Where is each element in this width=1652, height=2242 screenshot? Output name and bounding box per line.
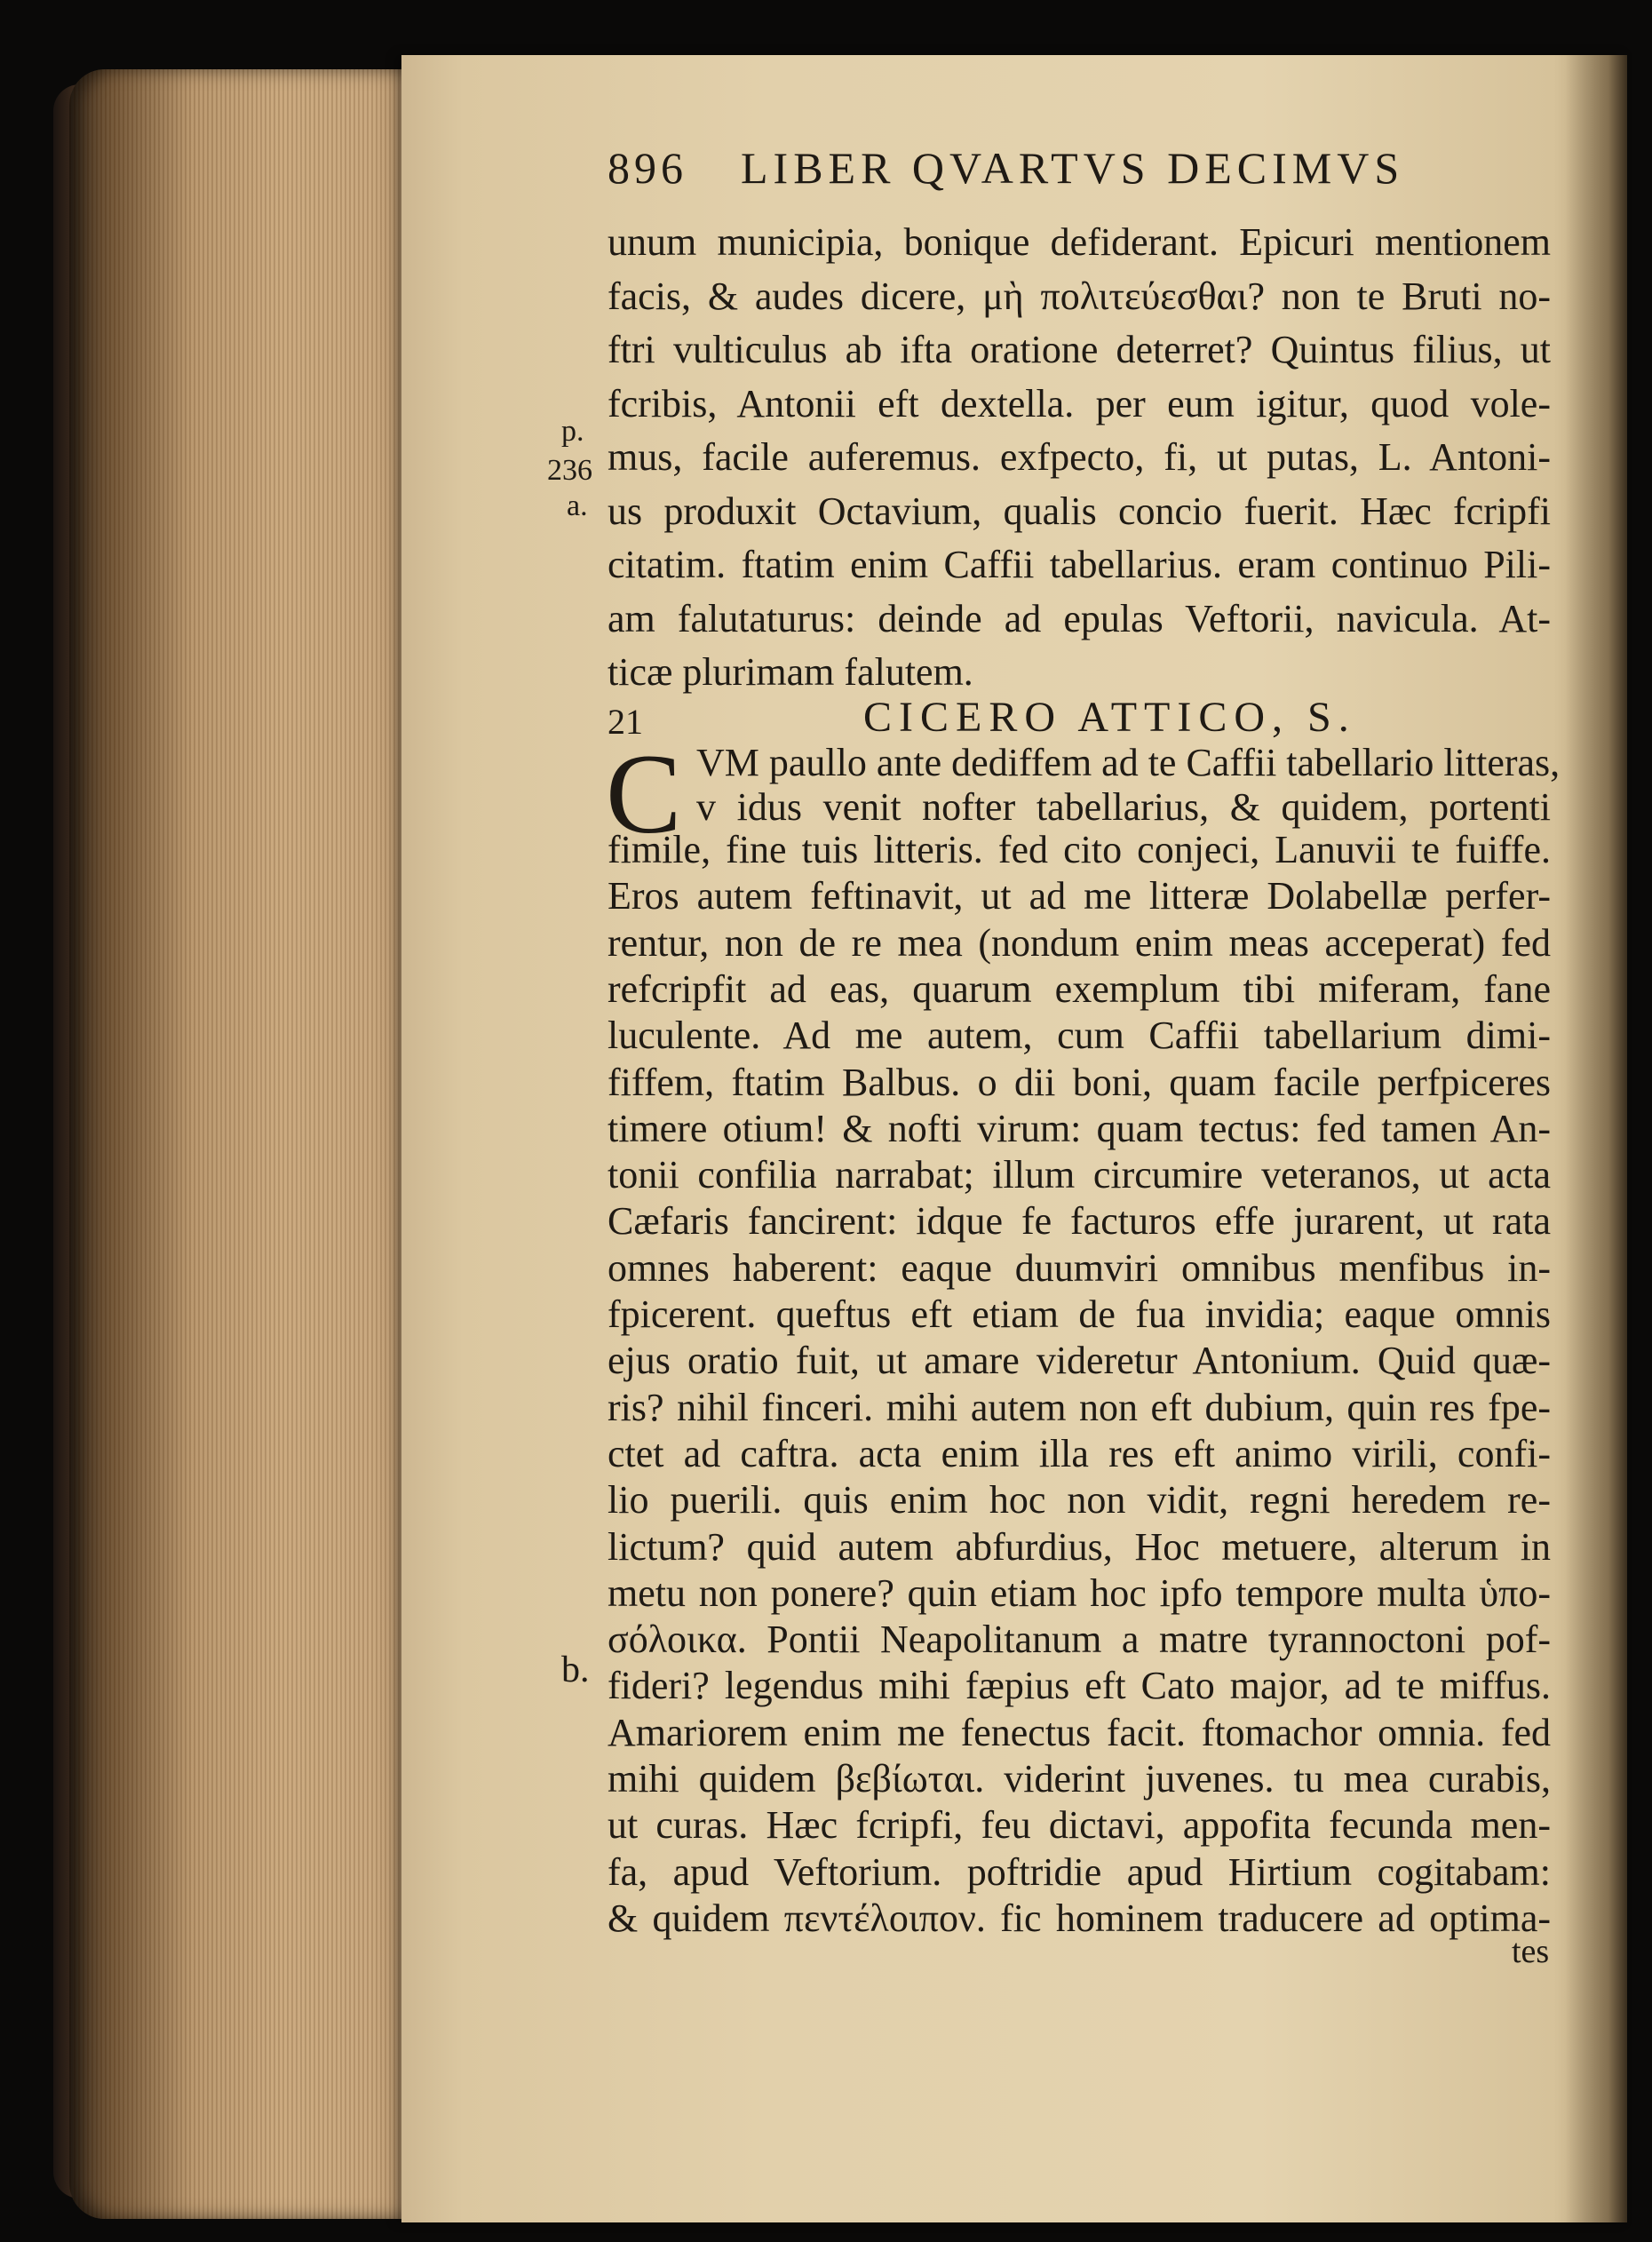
text-line: luculente. Ad me autem, cum Caffii tabellarium dimi-	[608, 1014, 1551, 1058]
text-line: omnes haberent: eaque duumviri omnibus menfibus in-	[608, 1245, 1551, 1290]
text-line: unum municipia, bonique defiderant. Epicuri mentionem	[608, 220, 1551, 264]
margin-note-a: a.	[567, 489, 588, 522]
text-line: mus, facile auferemus. exfpecto, fi, ut putas, L. Antoni-	[608, 435, 1551, 479]
text-line: am falutaturus: deinde ad epulas Veftorii, navicula. At-	[608, 596, 1551, 640]
text-line: lio puerili. quis enim hoc non vidit, regni heredem re-	[608, 1478, 1551, 1522]
text-line: v idus venit nofter tabellarius, & quidem, portenti	[696, 785, 1551, 829]
text-line: tonii confilia narrabat; illum circumire veteranos, ut acta	[608, 1153, 1551, 1197]
text-line: fiffem, ftatim Balbus. o dii boni, quam facile perfpiceres	[608, 1060, 1551, 1104]
text-line: refcripfit ad eas, quarum exemplum tibi miferam, fane	[608, 966, 1551, 1011]
text-line: Eros autem feftinavit, ut ad me litteræ Dolabellæ perfer-	[608, 874, 1551, 918]
text-line: ftri vulticulus ab ifta oratione deterret? Quintus filius, ut	[608, 328, 1551, 371]
text-line: ut curas. Hæc fcripfi, feu dictavi, appofita fecunda men-	[608, 1803, 1551, 1848]
letter-heading: CICERO ATTICO, S.	[863, 694, 1356, 741]
drop-cap: C	[606, 731, 682, 857]
text-line: fpicerent. queftus eft etiam de fua invidia; eaque omnis	[608, 1292, 1551, 1336]
text-line: Amariorem enim me fenectus facit. ftomachor omnia. fed	[608, 1710, 1551, 1754]
text-line: mihi quidem βεβίωται. viderint juvenes. tu mea curabis,	[608, 1757, 1551, 1801]
text-line: fideri? legendus mihi fæpius eft Cato major, ad te miffus.	[608, 1664, 1551, 1708]
text-line: metu non ponere? quin etiam hoc ipfo tempore multa ὑπο-	[608, 1570, 1551, 1615]
text-line: rentur, non de re mea (nondum enim meas acceperat) fed	[608, 920, 1551, 965]
catchword: tes	[1512, 1933, 1550, 1970]
page-number: 896	[608, 143, 687, 193]
text-line: ris? nihil finceri. mihi autem non eft dubium, quin res fpe-	[608, 1385, 1551, 1429]
margin-note-number: 236	[547, 454, 592, 487]
text-line: VM paullo ante dediffem ad te Caffii tabellario litteras,	[696, 741, 1561, 784]
margin-note-p: p.	[561, 415, 584, 448]
letter-number: 21	[608, 702, 643, 742]
text-line: us produxit Octavium, qualis concio fuerit. Hæc fcripfi	[608, 489, 1551, 533]
text-line: fa, apud Veftorium. poftridie apud Hirtium cogitabam:	[608, 1849, 1551, 1894]
text-line: ticæ plurimam falutem.	[608, 650, 973, 694]
book-heading: LIBER QVARTVS DECIMVS	[741, 143, 1405, 193]
text-line: fimile, fine tuis litteris. fed cito conjeci, Lanuvii te fuiffe.	[608, 828, 1551, 871]
text-line: timere otium! & nofti virum: quam tectus: fed tamen An-	[608, 1106, 1551, 1150]
text-line: Cæfaris fancirent: idque fe facturos effe jurarent, ut rata	[608, 1199, 1551, 1244]
text-line: ejus oratio fuit, ut amare videretur Antonium. Quid quæ-	[608, 1339, 1551, 1383]
margin-note-b: b.	[561, 1650, 590, 1690]
text-line: citatim. ftatim enim Caffii tabellarius. eram continuo Pili-	[608, 543, 1551, 586]
text-line: fcribis, Antonii eft dextella. per eum igitur, quod vole-	[608, 381, 1551, 425]
book-page	[401, 55, 1627, 2222]
gutter-shadow	[1565, 55, 1627, 2222]
text-line: σόλοικα. Pontii Neapolitanum a matre tyrannoctoni pof-	[608, 1618, 1551, 1662]
text-line: lictum? quid autem abfurdius, Hoc metuere, alterum in	[608, 1524, 1551, 1569]
page-fore-edge	[69, 69, 425, 2219]
running-head	[608, 142, 1513, 213]
text-line: ctet ad caftra. acta enim illa res eft animo virili, confi-	[608, 1431, 1551, 1475]
text-line: facis, & audes dicere, μὴ πολιτεύεσθαι? non te Bruti no-	[608, 274, 1551, 318]
text-line: & quidem πεντέλοιπον. fic hominem traducere ad optima-	[608, 1896, 1551, 1940]
